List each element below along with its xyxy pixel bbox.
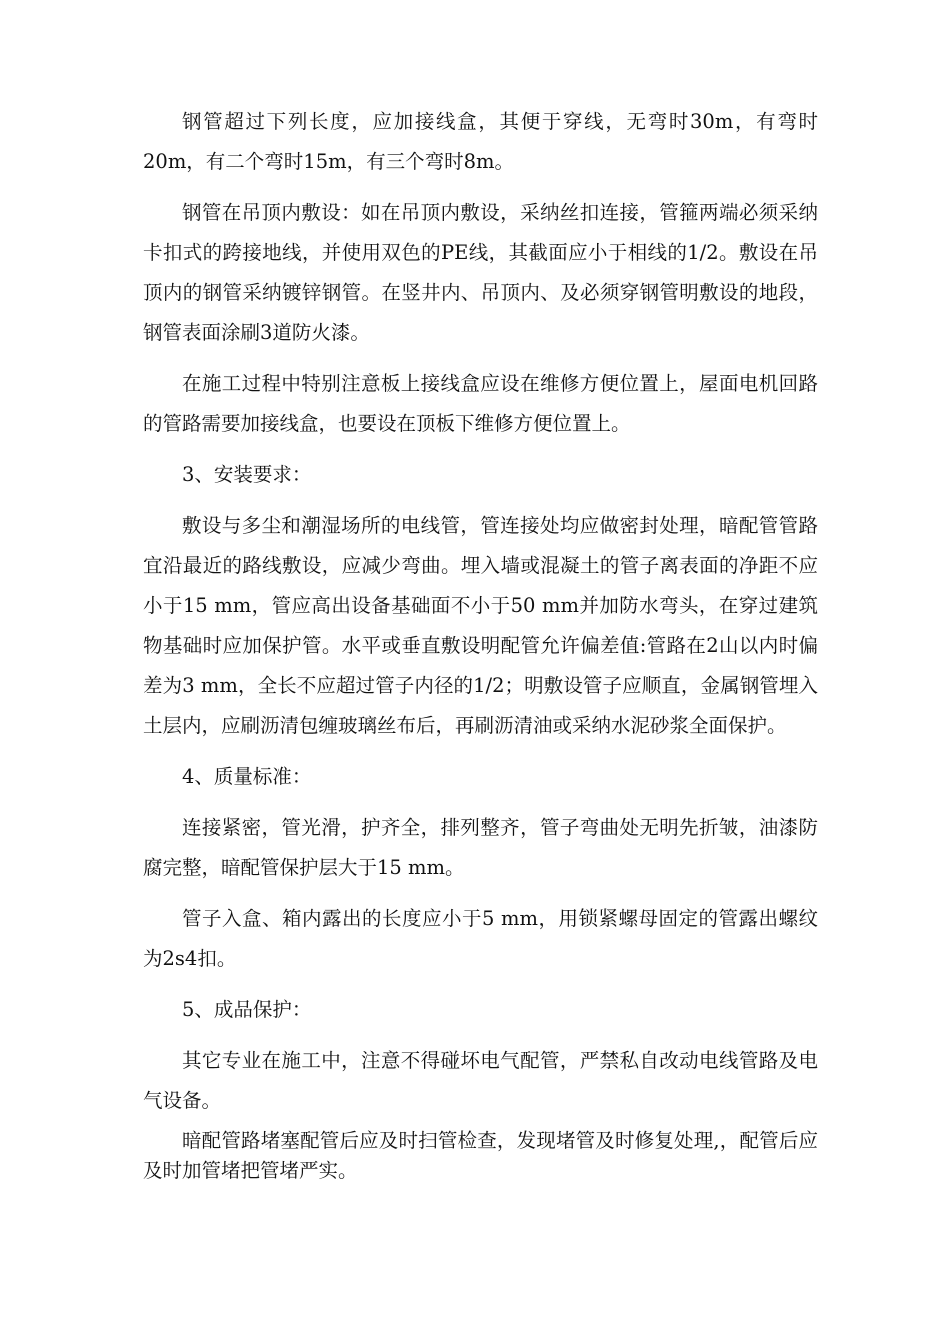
paragraph-installation-requirements: 敷设与多尘和潮湿场所的电线管，管连接处均应做密封处理，暗配管管路宜沿最近的路线敷设，应减少弯曲。埋入墙或混凝土的管子离表面的净距不应小于15 mm，管应高出设备基础面不小于50 mm并加防水弯头，在穿过建筑物基础时应加保护管。水平或垂直敷设明配管允许偏差值:管路在2山以内时偏差为3 mm，全长不应超过管子内径的1/2；明敷设管子应顺直，金属钢管埋入土层内，应刷沥清包缠玻璃丝布后，再刷沥清油或采纳水泥砂浆全面保护。 — [143, 514, 818, 737]
paragraph-quality-standard: 连接紧密，管光滑，护齐全，排列整齐，管子弯曲处无明先折皱，油漆防腐完整，暗配管保护层大于15 mm。 — [143, 816, 818, 879]
section-heading-quality: 4、质量标准： — [182, 765, 312, 788]
paragraph-junction-box: 在施工过程中特别注意板上接线盒应设在维修方便位置上，屋面电机回路的管路需要加接线盒，也要设在顶板下维修方便位置上。 — [143, 372, 818, 435]
section-heading-protection: 5、成品保护： — [182, 998, 312, 1021]
paragraph-blockage: 暗配管路堵塞配管后应及时扫管检查，发现堵管及时修复处理,，配管后应及时加管堵把管堵严实。 — [143, 1129, 818, 1182]
paragraph-conduit-length: 钢管超过下列长度，应加接线盒，其便于穿线，无弯时30m，有弯时20m，有二个弯时15m，有三个弯时8m。 — [143, 110, 818, 173]
paragraph-other-trades: 其它专业在施工中，注意不得碰坏电气配管，严禁私自改动电线管路及电气设备。 — [143, 1049, 818, 1112]
section-heading-installation: 3、安装要求： — [182, 463, 312, 486]
paragraph-ceiling-laying: 钢管在吊顶内敷设：如在吊顶内敷设，采纳丝扣连接，管箍两端必须采纳卡扣式的跨接地线，并使用双色的PE线，其截面应小于相线的1/2。敷设在吊顶内的钢管采纳镀锌钢管。在竖井内、吊顶内、及必须穿钢管明敷设的地段，钢管表面涂刷3道防火漆。 — [143, 201, 818, 344]
paragraph-box-entry: 管子入盒、箱内露出的长度应小于5 mm，用锁紧螺母固定的管露出螺纹为2s4扣。 — [143, 907, 818, 970]
document-body — [143, 102, 818, 1197]
